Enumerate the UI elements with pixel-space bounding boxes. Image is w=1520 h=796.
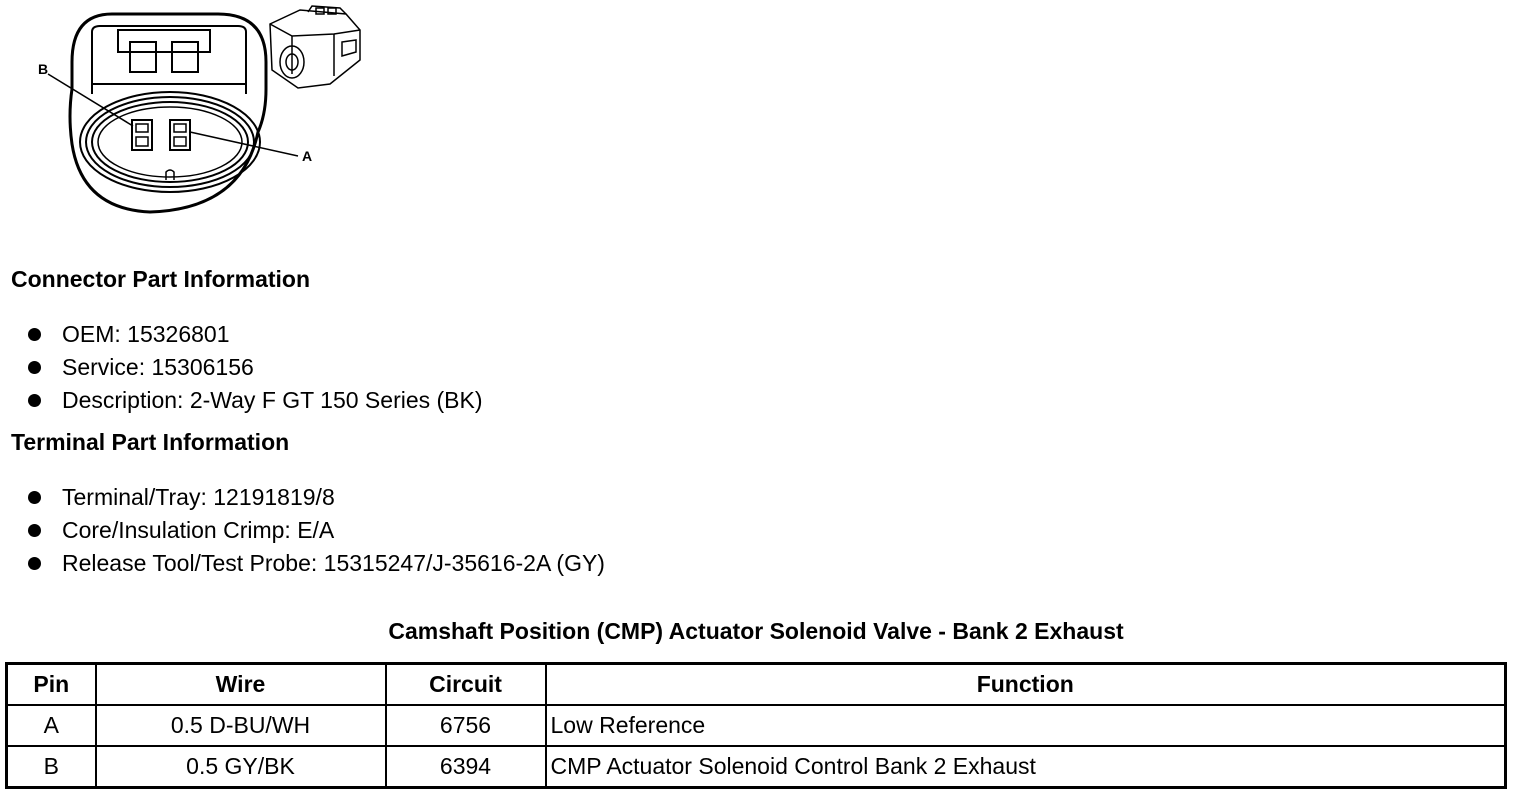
- bullet-icon: [28, 524, 41, 537]
- table-row: [7, 705, 1506, 746]
- cell-circuit: 6394: [386, 746, 546, 788]
- pinout-table: [5, 662, 1507, 789]
- bullet-icon: [28, 361, 41, 374]
- list-item: [28, 351, 483, 384]
- list-item: [28, 384, 483, 417]
- pin-a-label: A: [302, 148, 313, 164]
- cell-function: Low Reference: [546, 705, 1506, 746]
- list-item: [28, 318, 483, 351]
- list-item: [28, 514, 605, 547]
- table-row: [7, 746, 1506, 788]
- column-header-function: Function: [546, 664, 1506, 706]
- terminal-part-info-list: [28, 481, 605, 580]
- cell-circuit: 6756: [386, 705, 546, 746]
- cell-wire: 0.5 D-BU/WH: [96, 705, 386, 746]
- list-item-text: Core/Insulation Crimp: E/A: [62, 517, 335, 543]
- column-header-wire: Wire: [96, 664, 386, 706]
- connector-housing-icon: [270, 6, 360, 88]
- cell-pin: A: [7, 705, 96, 746]
- terminal-part-info-heading: Terminal Part Information: [11, 429, 290, 455]
- bullet-icon: [28, 328, 41, 341]
- connector-diagram: [30, 4, 370, 216]
- bullet-icon: [28, 557, 41, 570]
- list-item: [28, 481, 605, 514]
- cell-wire: 0.5 GY/BK: [96, 746, 386, 788]
- connector-face-icon: [48, 14, 298, 212]
- list-item-text: Terminal/Tray: 12191819/8: [62, 484, 335, 510]
- connector-part-info-heading: Connector Part Information: [11, 266, 311, 292]
- bullet-icon: [28, 394, 41, 407]
- connector-part-info-list: [28, 318, 483, 417]
- cell-function: CMP Actuator Solenoid Control Bank 2 Exhaust: [546, 746, 1506, 788]
- terminal-cavity-b: [132, 120, 152, 150]
- list-item-text: Service: 15306156: [62, 354, 254, 380]
- pinout-table-title: Camshaft Position (CMP) Actuator Solenoid Valve - Bank 2 Exhaust: [388, 618, 1124, 644]
- list-item-text: Description: 2-Way F GT 150 Series (BK): [62, 387, 483, 413]
- list-item-text: Release Tool/Test Probe: 15315247/J-35616-2A (GY): [62, 550, 605, 576]
- terminal-cavity-a: [170, 120, 190, 150]
- column-header-circuit: Circuit: [386, 664, 546, 706]
- cell-pin: B: [7, 746, 96, 788]
- bullet-icon: [28, 491, 41, 504]
- pin-b-label: B: [38, 61, 49, 77]
- list-item: [28, 547, 605, 580]
- table-header-row: [7, 664, 1506, 706]
- column-header-pin: Pin: [7, 664, 96, 706]
- list-item-text: OEM: 15326801: [62, 321, 230, 347]
